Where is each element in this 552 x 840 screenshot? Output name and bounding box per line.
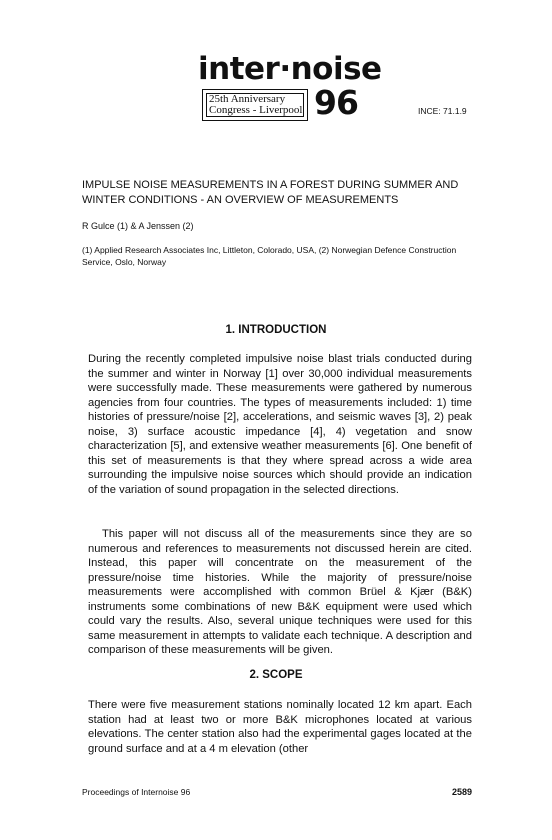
paper-title: IMPULSE NOISE MEASUREMENTS IN A FOREST DURING SUMMER AND WINTER CONDITIONS - AN OVERVIEW OF MEASUREMENTS xyxy=(82,179,459,206)
logo-year: 96 xyxy=(314,83,358,122)
introduction-paragraph-2: This paper will not discuss all of the measurements since they are so numerous and references to measurements not discussed herein are cited. Instead, this paper will concentrate on the measurement of the pressure/noise time histories. While the majority of pressure/noise measurements were accomplished with common Brüel & Kjær (B&K) instruments some combinations of new B&K equipment were used which could vary the results. Also, several unique techniques were used for this same measurement in attempts to validate each technique. A description and comparison of these measurements will be given. xyxy=(88,528,472,656)
affiliations: (1) Applied Research Associates Inc, Littleton, Colorado, USA, (2) Norwegian Defence Construction Service, Oslo, Norway xyxy=(82,245,457,267)
section-heading-introduction: 1. INTRODUCTION xyxy=(225,324,327,336)
congress-line: Congress - Liverpool xyxy=(209,104,303,116)
anniversary-line: 25th Anniversary xyxy=(209,93,286,105)
footer-proceedings: Proceedings of Internoise 96 xyxy=(82,787,191,797)
conference-logo xyxy=(194,51,382,127)
scope-paragraph-1: There were five measurement stations nominally located 12 km apart. Each station had at least two or more B&K microphones located at various elevations. The center station also had the experimental gages located at the ground surface and at a 4 m elevation (other xyxy=(88,699,472,755)
section-heading-scope: 2. SCOPE xyxy=(249,669,303,681)
logo-wordmark: inter·noise xyxy=(198,51,382,87)
paper-reference: INCE: 71.1.9 xyxy=(418,106,467,116)
introduction-paragraph-1: During the recently completed impulsive noise blast trials conducted during the summer and winter in Norway [1] over 30,000 individual measurements were successfully made. These measurements were gathered by numerous agencies from four countries. The types of measurements included: 1) time histories of pressure/noise [2], accelerations, and seismic waves [3], 2) peak noise, 3) surface acoustic impedance [4], 4) vegetation and snow characterization [5], and extensive weather measurements [6]. One benefit of this set of measurements is that they where spread across a wide area surrounding the impulsive noise sources which should provide an indication of the variation of sound propagation in the selected directions. xyxy=(88,353,472,496)
authors: R Gulce (1) & A Jenssen (2) xyxy=(82,221,194,231)
anniversary-box xyxy=(202,89,308,121)
page-number: 2589 xyxy=(451,787,472,797)
